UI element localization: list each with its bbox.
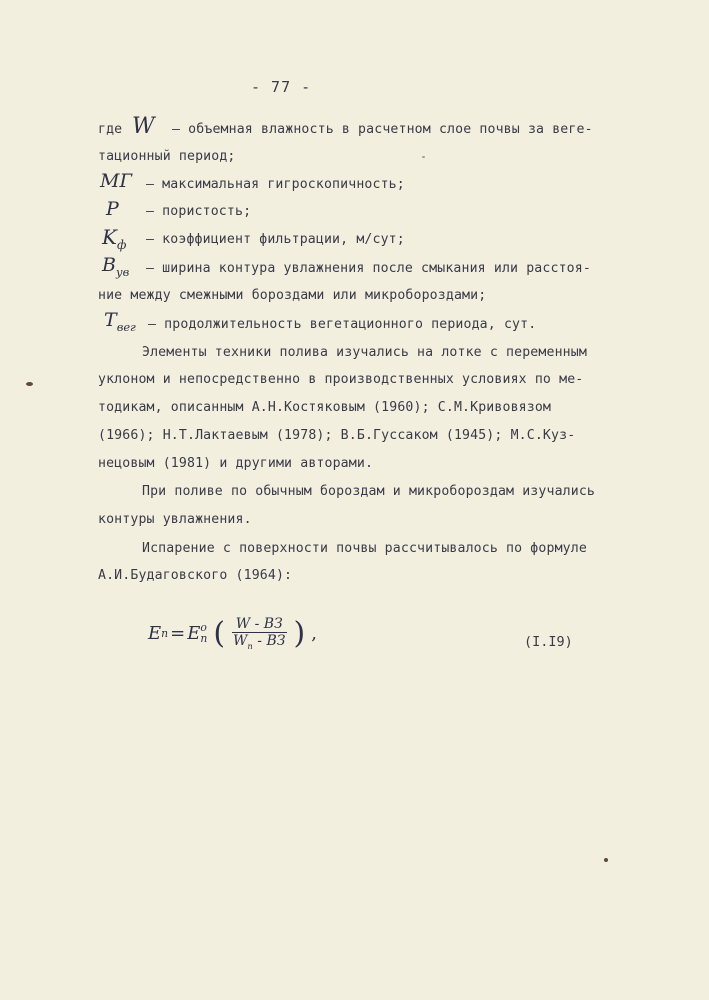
text-line-2: тационный период;	[98, 149, 236, 164]
text-line-12: (1966); Н.Т.Лактаевым (1978); В.Б.Гуссаком (1945); М.С.Куз-	[98, 428, 576, 443]
text-line-17: А.И.Будаговского (1964):	[98, 568, 293, 583]
symbol-b-uv: $B_{ув}$	[102, 254, 130, 279]
text-line-16: Испарение с поверхности почвы рассчитывалось по формуле	[142, 541, 587, 556]
text-line-8: – продолжительность вегетационного периода, сут.	[148, 317, 537, 332]
page-number: - 77 -	[251, 78, 312, 96]
text-line-10: уклоном и непосредственно в производственных условиях по ме-	[98, 372, 584, 387]
page-speck	[26, 382, 33, 386]
text-line-7: ние между смежными бороздами или микробороздами;	[98, 288, 487, 303]
text-line-1b: – объемная влажность в расчетном слое почвы за веге-	[172, 122, 593, 137]
equation-number: (I.I9)	[524, 634, 573, 650]
text-line-5: – коэффициент фильтрации, м/сут;	[146, 232, 405, 247]
text-line-13: нецовым (1981) и другими авторами.	[98, 456, 374, 471]
page-speck	[604, 858, 608, 862]
text-line-9: Элементы техники полива изучались на лотке с переменным	[142, 345, 587, 360]
text-line-14: При поливе по обычным бороздам и микробороздам изучались	[142, 484, 596, 499]
text-line-11: тодикам, описанным А.Н.Костяковым (1960); С.М.Кривовязом	[98, 400, 552, 415]
symbol-t-veg: $T_{вег}$	[104, 309, 136, 334]
text-line-3: – максимальная гигроскопичность;	[146, 177, 405, 192]
symbol-mg: МГ	[100, 170, 133, 192]
text-line-15: контуры увлажнения.	[98, 512, 252, 527]
evaporation-formula: E п = E o п ( $\frac{W - ВЗ}{W_п - ВЗ}$ ) ,	[148, 616, 317, 651]
text-line-6: – ширина контура увлажнения после смыкания или расстоя-	[146, 261, 591, 276]
formula-fraction: $\frac{W - ВЗ}{W_п - ВЗ}$	[233, 616, 286, 651]
text-line-1a: где	[98, 122, 123, 137]
text-line-4: – пористость;	[146, 204, 252, 219]
symbol-w: W	[132, 114, 155, 139]
symbol-p: P	[106, 198, 119, 220]
page-speck	[422, 156, 425, 158]
symbol-k-f: $K_ф$	[102, 225, 127, 252]
